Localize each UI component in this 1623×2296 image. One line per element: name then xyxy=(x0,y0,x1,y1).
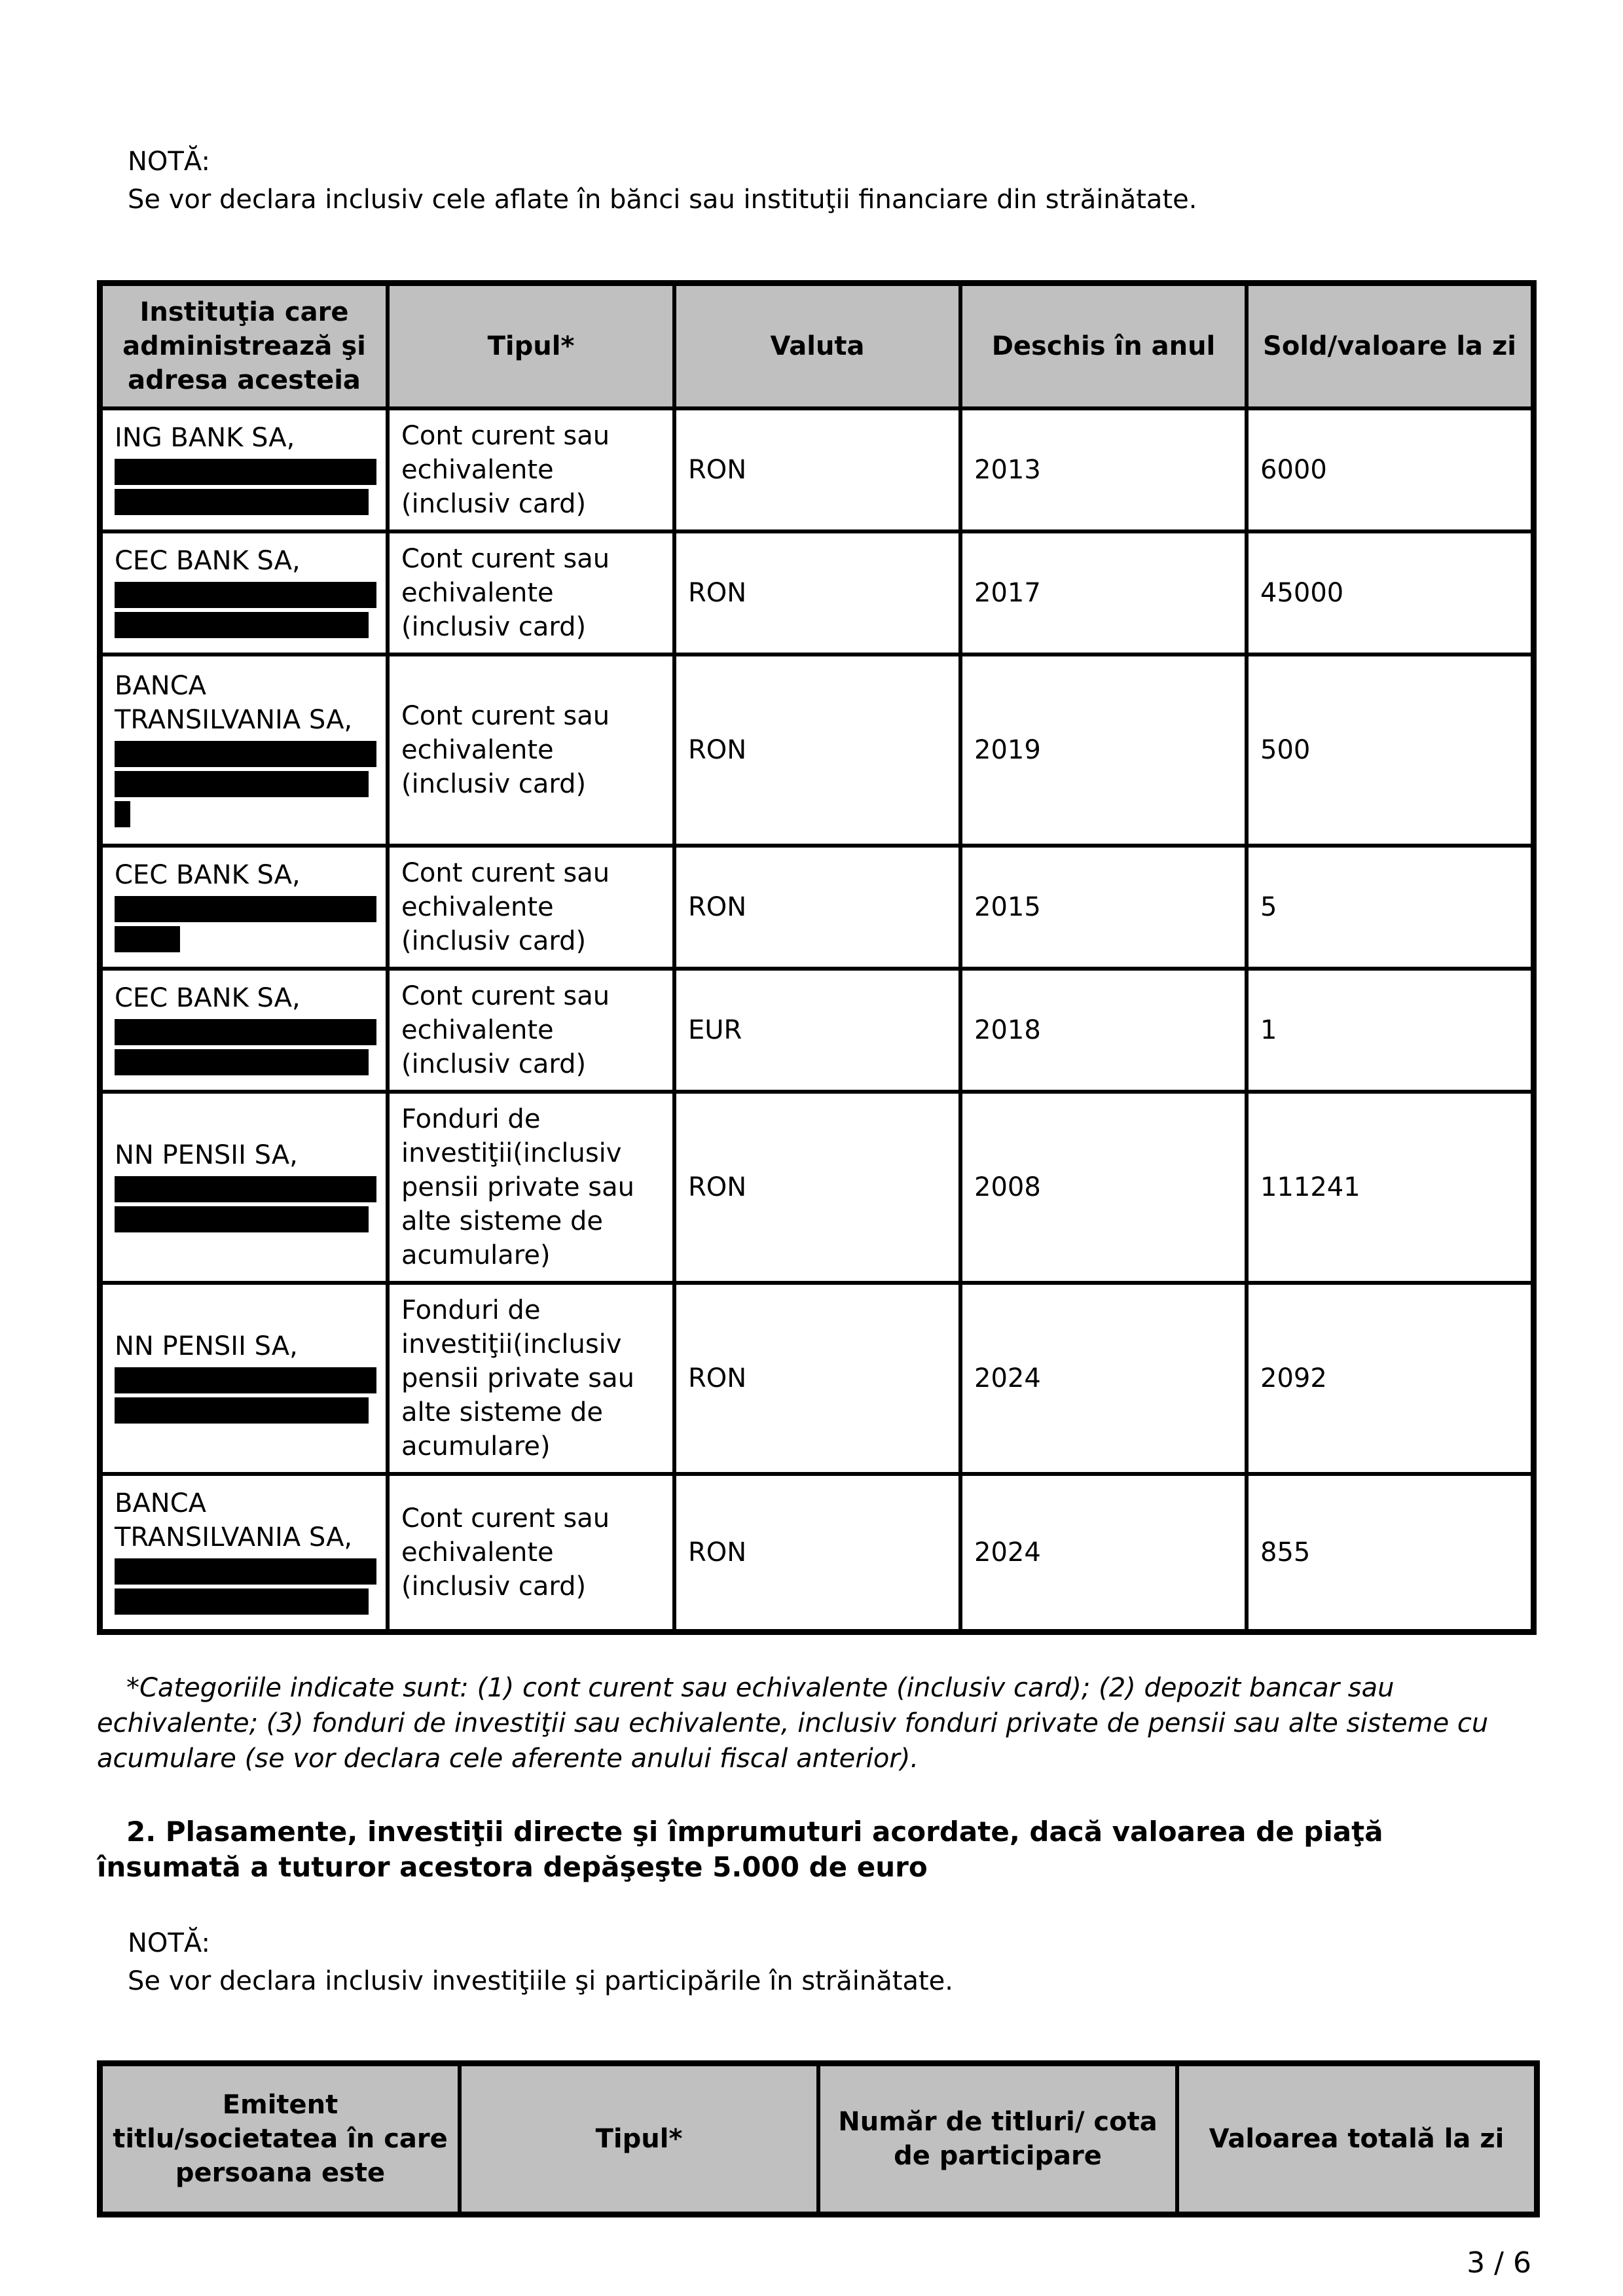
institution-cell xyxy=(101,655,388,846)
redaction-bar xyxy=(115,1367,376,1393)
header-issuer: Emitent titlu/societatea în care persoana este xyxy=(101,2064,460,2214)
redaction-bar xyxy=(115,801,130,827)
redaction-bar xyxy=(115,1397,369,1424)
redaction-bar xyxy=(115,1049,369,1075)
type-cell: Cont curent sau echivalente (inclusiv card) xyxy=(388,655,674,846)
redaction-bar xyxy=(115,1176,376,1202)
redaction-bar xyxy=(115,1206,369,1232)
section-2-heading: 2. Plasamente, investiţii directe şi împrumuturi acordate, dacă valoarea de piaţă însumată a tuturor acestora depăşeşte 5.000 de euro xyxy=(97,1816,1383,1883)
currency-cell: EUR xyxy=(674,969,960,1092)
currency-cell: RON xyxy=(674,531,960,655)
type-cell: Fonduri de investiţii(inclusiv pensii private sau alte sisteme de acumulare) xyxy=(388,1283,674,1474)
nota-label: NOTĂ: xyxy=(128,1928,210,1958)
balance-cell: 6000 xyxy=(1247,408,1533,531)
currency-cell: RON xyxy=(674,655,960,846)
redaction-bar xyxy=(115,896,376,922)
redaction-bar xyxy=(115,771,369,797)
header-type: Tipul* xyxy=(388,284,674,408)
institution-name: CEC BANK SA, xyxy=(115,860,301,890)
nota-block xyxy=(128,143,1197,219)
year-cell: 2024 xyxy=(960,1474,1247,1631)
type-cell: Cont curent sau echivalente (inclusiv card) xyxy=(388,969,674,1092)
nota-block xyxy=(128,1924,953,2000)
currency-cell: RON xyxy=(674,408,960,531)
bank-accounts-table xyxy=(97,280,1537,1635)
redaction-bar xyxy=(115,489,369,515)
year-cell: 2019 xyxy=(960,655,1247,846)
redaction-bar xyxy=(115,582,376,608)
table-row xyxy=(101,531,1533,655)
nota-label: NOTĂ: xyxy=(128,147,210,177)
table-row xyxy=(101,1283,1533,1474)
year-cell: 2017 xyxy=(960,531,1247,655)
redaction-bar xyxy=(115,1019,376,1045)
nota-text: Se vor declara inclusiv cele aflate în bănci sau instituţii financiare din străinătate. xyxy=(128,185,1197,215)
institution-cell xyxy=(101,1283,388,1474)
institution-name: NN PENSII SA, xyxy=(115,1331,298,1361)
header-total-value: Valoarea totală la zi xyxy=(1177,2064,1536,2214)
table-row xyxy=(101,408,1533,531)
header-shares-count: Număr de titluri/ cota de participare xyxy=(818,2064,1177,2214)
table-row xyxy=(101,1092,1533,1283)
table-header-row xyxy=(101,284,1533,408)
institution-cell xyxy=(101,846,388,969)
type-cell: Cont curent sau echivalente (inclusiv card) xyxy=(388,531,674,655)
institution-name: CEC BANK SA, xyxy=(115,546,301,576)
balance-cell: 500 xyxy=(1247,655,1533,846)
header-currency: Valuta xyxy=(674,284,960,408)
institution-name: ING BANK SA, xyxy=(115,423,295,453)
year-cell: 2013 xyxy=(960,408,1247,531)
balance-cell: 2092 xyxy=(1247,1283,1533,1474)
page-number: 3 / 6 xyxy=(1467,2246,1531,2280)
institution-cell xyxy=(101,408,388,531)
year-cell: 2015 xyxy=(960,846,1247,969)
table-row xyxy=(101,846,1533,969)
institution-name: BANCA TRANSILVANIA SA, xyxy=(115,1488,353,1552)
currency-cell: RON xyxy=(674,1283,960,1474)
currency-cell: RON xyxy=(674,1092,960,1283)
year-cell: 2024 xyxy=(960,1283,1247,1474)
balance-cell: 111241 xyxy=(1247,1092,1533,1283)
institution-cell xyxy=(101,1092,388,1283)
type-cell: Cont curent sau echivalente (inclusiv card) xyxy=(388,408,674,531)
investments-table xyxy=(97,2060,1540,2217)
type-cell: Cont curent sau echivalente (inclusiv card) xyxy=(388,1474,674,1631)
redaction-bar xyxy=(115,1588,369,1615)
redaction-bar xyxy=(115,612,369,638)
institution-name: BANCA TRANSILVANIA SA, xyxy=(115,671,353,735)
redaction-bar xyxy=(115,1558,376,1585)
balance-cell: 5 xyxy=(1247,846,1533,969)
balance-cell: 45000 xyxy=(1247,531,1533,655)
institution-cell xyxy=(101,969,388,1092)
year-cell: 2018 xyxy=(960,969,1247,1092)
table-row xyxy=(101,969,1533,1092)
balance-cell: 855 xyxy=(1247,1474,1533,1631)
balance-cell: 1 xyxy=(1247,969,1533,1092)
header-balance: Sold/valoare la zi xyxy=(1247,284,1533,408)
institution-name: NN PENSII SA, xyxy=(115,1140,298,1170)
redaction-bar xyxy=(115,926,180,952)
header-type: Tipul* xyxy=(460,2064,818,2214)
currency-cell: RON xyxy=(674,1474,960,1631)
table-row xyxy=(101,1474,1533,1631)
header-institution: Instituţia care administrează şi adresa acesteia xyxy=(101,284,388,408)
type-cell: Cont curent sau echivalente (inclusiv card) xyxy=(388,846,674,969)
year-cell: 2008 xyxy=(960,1092,1247,1283)
nota-text: Se vor declara inclusiv investiţiile şi participările în străinătate. xyxy=(128,1966,953,1996)
table-row xyxy=(101,655,1533,846)
institution-cell xyxy=(101,1474,388,1631)
type-cell: Fonduri de investiţii(inclusiv pensii private sau alte sisteme de acumulare) xyxy=(388,1092,674,1283)
table-header-row xyxy=(101,2064,1536,2214)
institution-name: CEC BANK SA, xyxy=(115,983,301,1013)
redaction-bar xyxy=(115,459,376,485)
redaction-bar xyxy=(115,741,376,767)
institution-cell xyxy=(101,531,388,655)
header-opened-year: Deschis în anul xyxy=(960,284,1247,408)
categories-footnote: *Categoriile indicate sunt: (1) cont curent sau echivalente (inclusiv card); (2) depozit bancar sau echivalente; (3) fonduri de investiţii sau echivalente, inclusiv fonduri private de pensii sau alte sisteme cu acumulare (se vor declara cele aferente anului fiscal anterior). xyxy=(97,1673,1489,1774)
currency-cell: RON xyxy=(674,846,960,969)
